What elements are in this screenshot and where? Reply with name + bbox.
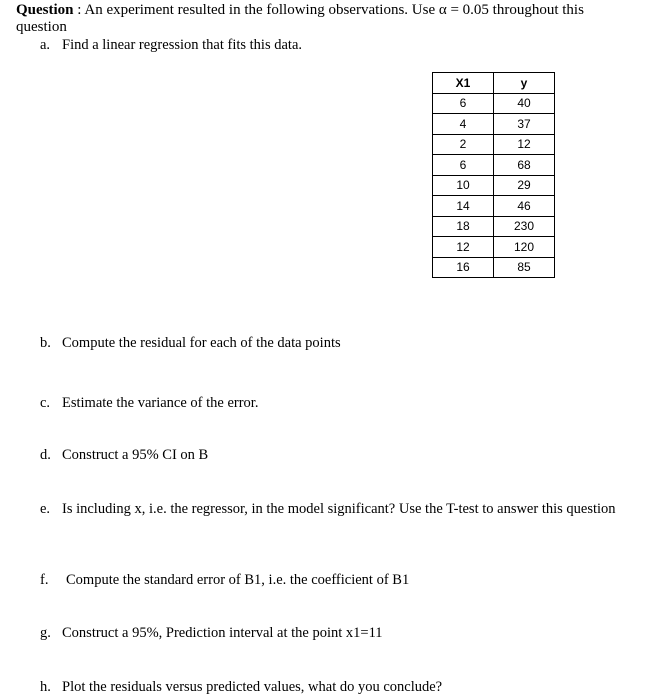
cell-x1: 12 — [433, 237, 494, 258]
cell-x1: 6 — [433, 155, 494, 176]
item-d-text: Construct a 95% CI on B — [62, 447, 209, 463]
item-a — [40, 37, 302, 54]
cell-x1: 2 — [433, 134, 494, 155]
cell-x1: 10 — [433, 175, 494, 196]
item-b — [40, 335, 341, 352]
item-f-letter: f. — [40, 572, 49, 588]
table-row — [433, 93, 555, 114]
table-row — [433, 175, 555, 196]
question-label: Question — [16, 2, 74, 18]
cell-y: 68 — [494, 155, 555, 176]
item-b-letter: b. — [40, 335, 51, 351]
item-h-letter: h. — [40, 679, 51, 695]
item-h-text: Plot the residuals versus predicted values, what do you conclude? — [62, 679, 443, 695]
cell-y: 12 — [494, 134, 555, 155]
question-text: An experiment resulted in the following observations. Use α = 0.05 throughout this question — [16, 2, 584, 35]
table-row — [433, 134, 555, 155]
cell-y: 120 — [494, 237, 555, 258]
item-g-text: Construct a 95%, Prediction interval at the point x1=11 — [62, 625, 383, 641]
item-f-text: Compute the standard error of B1, i.e. the coefficient of B1 — [66, 572, 410, 588]
table-row — [433, 155, 555, 176]
item-e-letter: e. — [40, 501, 51, 517]
question-separator: : — [73, 2, 85, 18]
cell-x1: 14 — [433, 196, 494, 217]
table-header-row — [433, 73, 555, 94]
cell-x1: 18 — [433, 216, 494, 237]
cell-x1: 4 — [433, 114, 494, 135]
item-h — [40, 679, 442, 696]
item-c — [40, 395, 258, 412]
cell-y: 85 — [494, 257, 555, 278]
table-row — [433, 257, 555, 278]
item-a-letter: a. — [40, 37, 51, 53]
table-row — [433, 216, 555, 237]
cell-y: 29 — [494, 175, 555, 196]
cell-x1: 6 — [433, 93, 494, 114]
item-f — [40, 572, 409, 589]
cell-y: 230 — [494, 216, 555, 237]
item-a-text: Find a linear regression that fits this data. — [62, 37, 303, 53]
data-table — [432, 72, 555, 278]
table-row — [433, 114, 555, 135]
item-e-text: Is including x, i.e. the regressor, in the model significant? Use the T-test to answer this question — [62, 501, 616, 517]
item-g-letter: g. — [40, 625, 51, 641]
table-row — [433, 237, 555, 258]
cell-x1: 16 — [433, 257, 494, 278]
item-c-text: Estimate the variance of the error. — [62, 395, 259, 411]
table-row — [433, 196, 555, 217]
item-d — [40, 447, 208, 464]
cell-y: 40 — [494, 93, 555, 114]
item-b-text: Compute the residual for each of the data points — [62, 335, 341, 351]
item-e — [40, 501, 620, 518]
header-y: y — [494, 73, 555, 94]
header-x1: X1 — [433, 73, 494, 94]
cell-y: 37 — [494, 114, 555, 135]
item-g — [40, 625, 383, 642]
item-d-letter: d. — [40, 447, 51, 463]
item-c-letter: c. — [40, 395, 51, 411]
cell-y: 46 — [494, 196, 555, 217]
question-header — [16, 2, 636, 36]
